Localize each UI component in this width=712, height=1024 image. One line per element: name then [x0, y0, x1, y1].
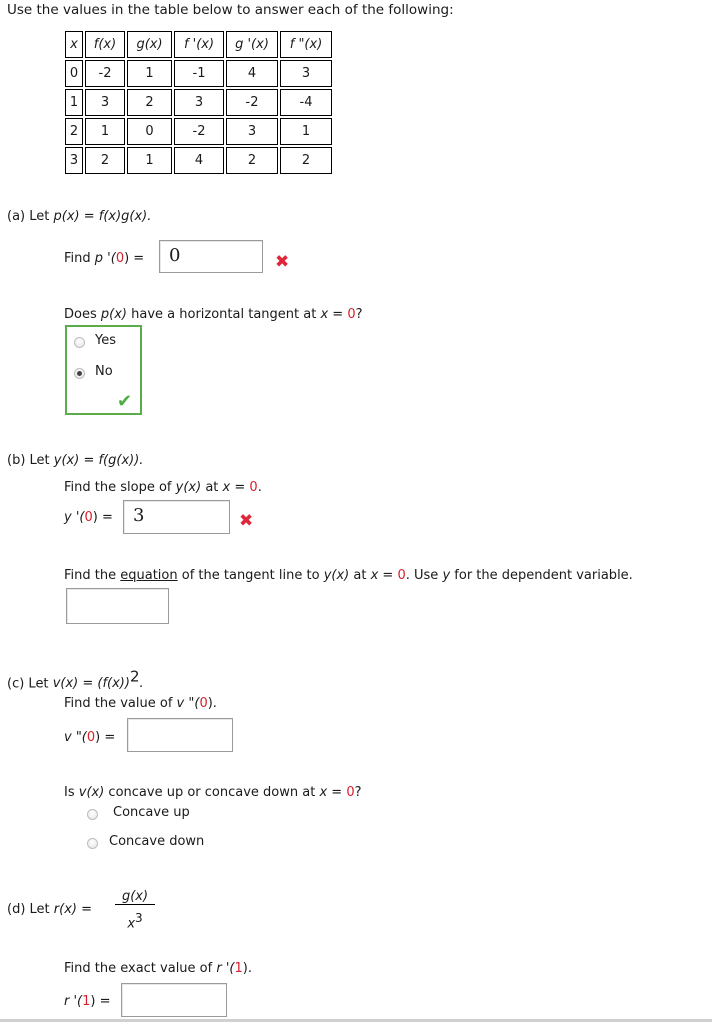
part-b-heading: (b) Let y(x) = f(g(x)). [7, 453, 144, 468]
table-cell: -2 [85, 60, 125, 87]
values-table [63, 29, 334, 176]
fraction-numerator: g(x) [115, 889, 155, 905]
table-row [65, 89, 332, 116]
table-cell: 1 [65, 89, 83, 116]
table-cell: -2 [226, 89, 278, 116]
part-a-definition: p(x) = f(x)g(x). [53, 209, 152, 224]
table-cell: 0 [65, 60, 83, 87]
part-c-concavity-question: Is v(x) concave up or concave down at x = 0? [64, 785, 362, 800]
table-row [65, 60, 332, 87]
y-prime-answer-input[interactable]: 3 [123, 500, 230, 534]
instructions: Use the values in the table below to answer each of the following: [7, 2, 454, 18]
r-prime-input[interactable] [121, 983, 227, 1017]
table-cell: 1 [85, 118, 125, 145]
table-cell: 3 [65, 147, 83, 174]
table-header: f(x) [85, 31, 125, 58]
table-cell: 4 [174, 147, 224, 174]
table-cell: -1 [174, 60, 224, 87]
table-header: f '(x) [174, 31, 224, 58]
table-cell: 2 [280, 147, 332, 174]
p-prime-answer-input[interactable]: 0 [159, 240, 263, 273]
table-row [65, 118, 332, 145]
y-prime-label: y '(0) = [64, 510, 113, 525]
concave-up-label: Concave up [113, 805, 190, 820]
table-cell: 1 [127, 60, 172, 87]
correct-check-icon: ✔ [117, 391, 133, 412]
table-header: g '(x) [226, 31, 278, 58]
table-cell: 4 [226, 60, 278, 87]
no-label: No [95, 364, 113, 379]
yes-radio[interactable] [74, 337, 85, 348]
fraction-denominator: $x^3$ [127, 911, 143, 932]
v-double-prime-input[interactable] [127, 718, 233, 752]
part-b-definition: y(x) = f(g(x)). [53, 453, 144, 468]
table-cell: -4 [280, 89, 332, 116]
no-radio[interactable] [74, 368, 85, 379]
table-cell: 0 [127, 118, 172, 145]
part-d-heading: (d) Let r(x) = [7, 902, 93, 917]
part-c-heading: (c) Let $v(x) = (f(x))^2$. [7, 668, 144, 692]
table-header: x [65, 31, 83, 58]
part-b-equation-prompt: Find the equation of the tangent line to y(x) at x = 0. Use y for the dependent variable. [64, 568, 633, 583]
part-a-heading: (a) Let p(x) = f(x)g(x). [7, 209, 152, 224]
table-header: g(x) [127, 31, 172, 58]
part-a-find-label: Find p '(0) = [64, 251, 145, 266]
table-header: f "(x) [280, 31, 332, 58]
table-cell: 1 [280, 118, 332, 145]
table-cell: 1 [127, 147, 172, 174]
table-cell: 2 [127, 89, 172, 116]
r-prime-label: r '(1) = [64, 994, 111, 1009]
incorrect-icon: ✖ [275, 252, 290, 272]
table-cell: -2 [174, 118, 224, 145]
part-d-find-prompt: Find the exact value of r '(1). [64, 961, 252, 976]
table-cell: 2 [65, 118, 83, 145]
tangent-equation-input[interactable] [66, 588, 169, 624]
v-double-prime-label: v "(0) = [64, 730, 116, 745]
table-cell: 2 [226, 147, 278, 174]
yes-label: Yes [95, 333, 116, 348]
table-header-row [65, 31, 332, 58]
table-cell: 3 [85, 89, 125, 116]
table-cell: 3 [226, 118, 278, 145]
incorrect-icon: ✖ [239, 511, 254, 531]
part-b-slope-prompt: Find the slope of y(x) at x = 0. [64, 480, 262, 495]
table-cell: 2 [85, 147, 125, 174]
table-row [65, 147, 332, 174]
concave-down-radio[interactable] [87, 838, 98, 849]
concave-up-radio[interactable] [87, 809, 98, 820]
part-a-tangent-question: Does p(x) have a horizontal tangent at x = 0? [64, 307, 363, 322]
bottom-divider [0, 1019, 712, 1022]
table-cell: 3 [174, 89, 224, 116]
part-c-definition: $v(x) = (f(x))^2$. [52, 668, 144, 692]
equation-help-link[interactable]: equation [120, 568, 178, 583]
concave-down-label: Concave down [109, 834, 205, 849]
table-cell: 3 [280, 60, 332, 87]
part-c-find-prompt: Find the value of v "(0). [64, 696, 217, 711]
